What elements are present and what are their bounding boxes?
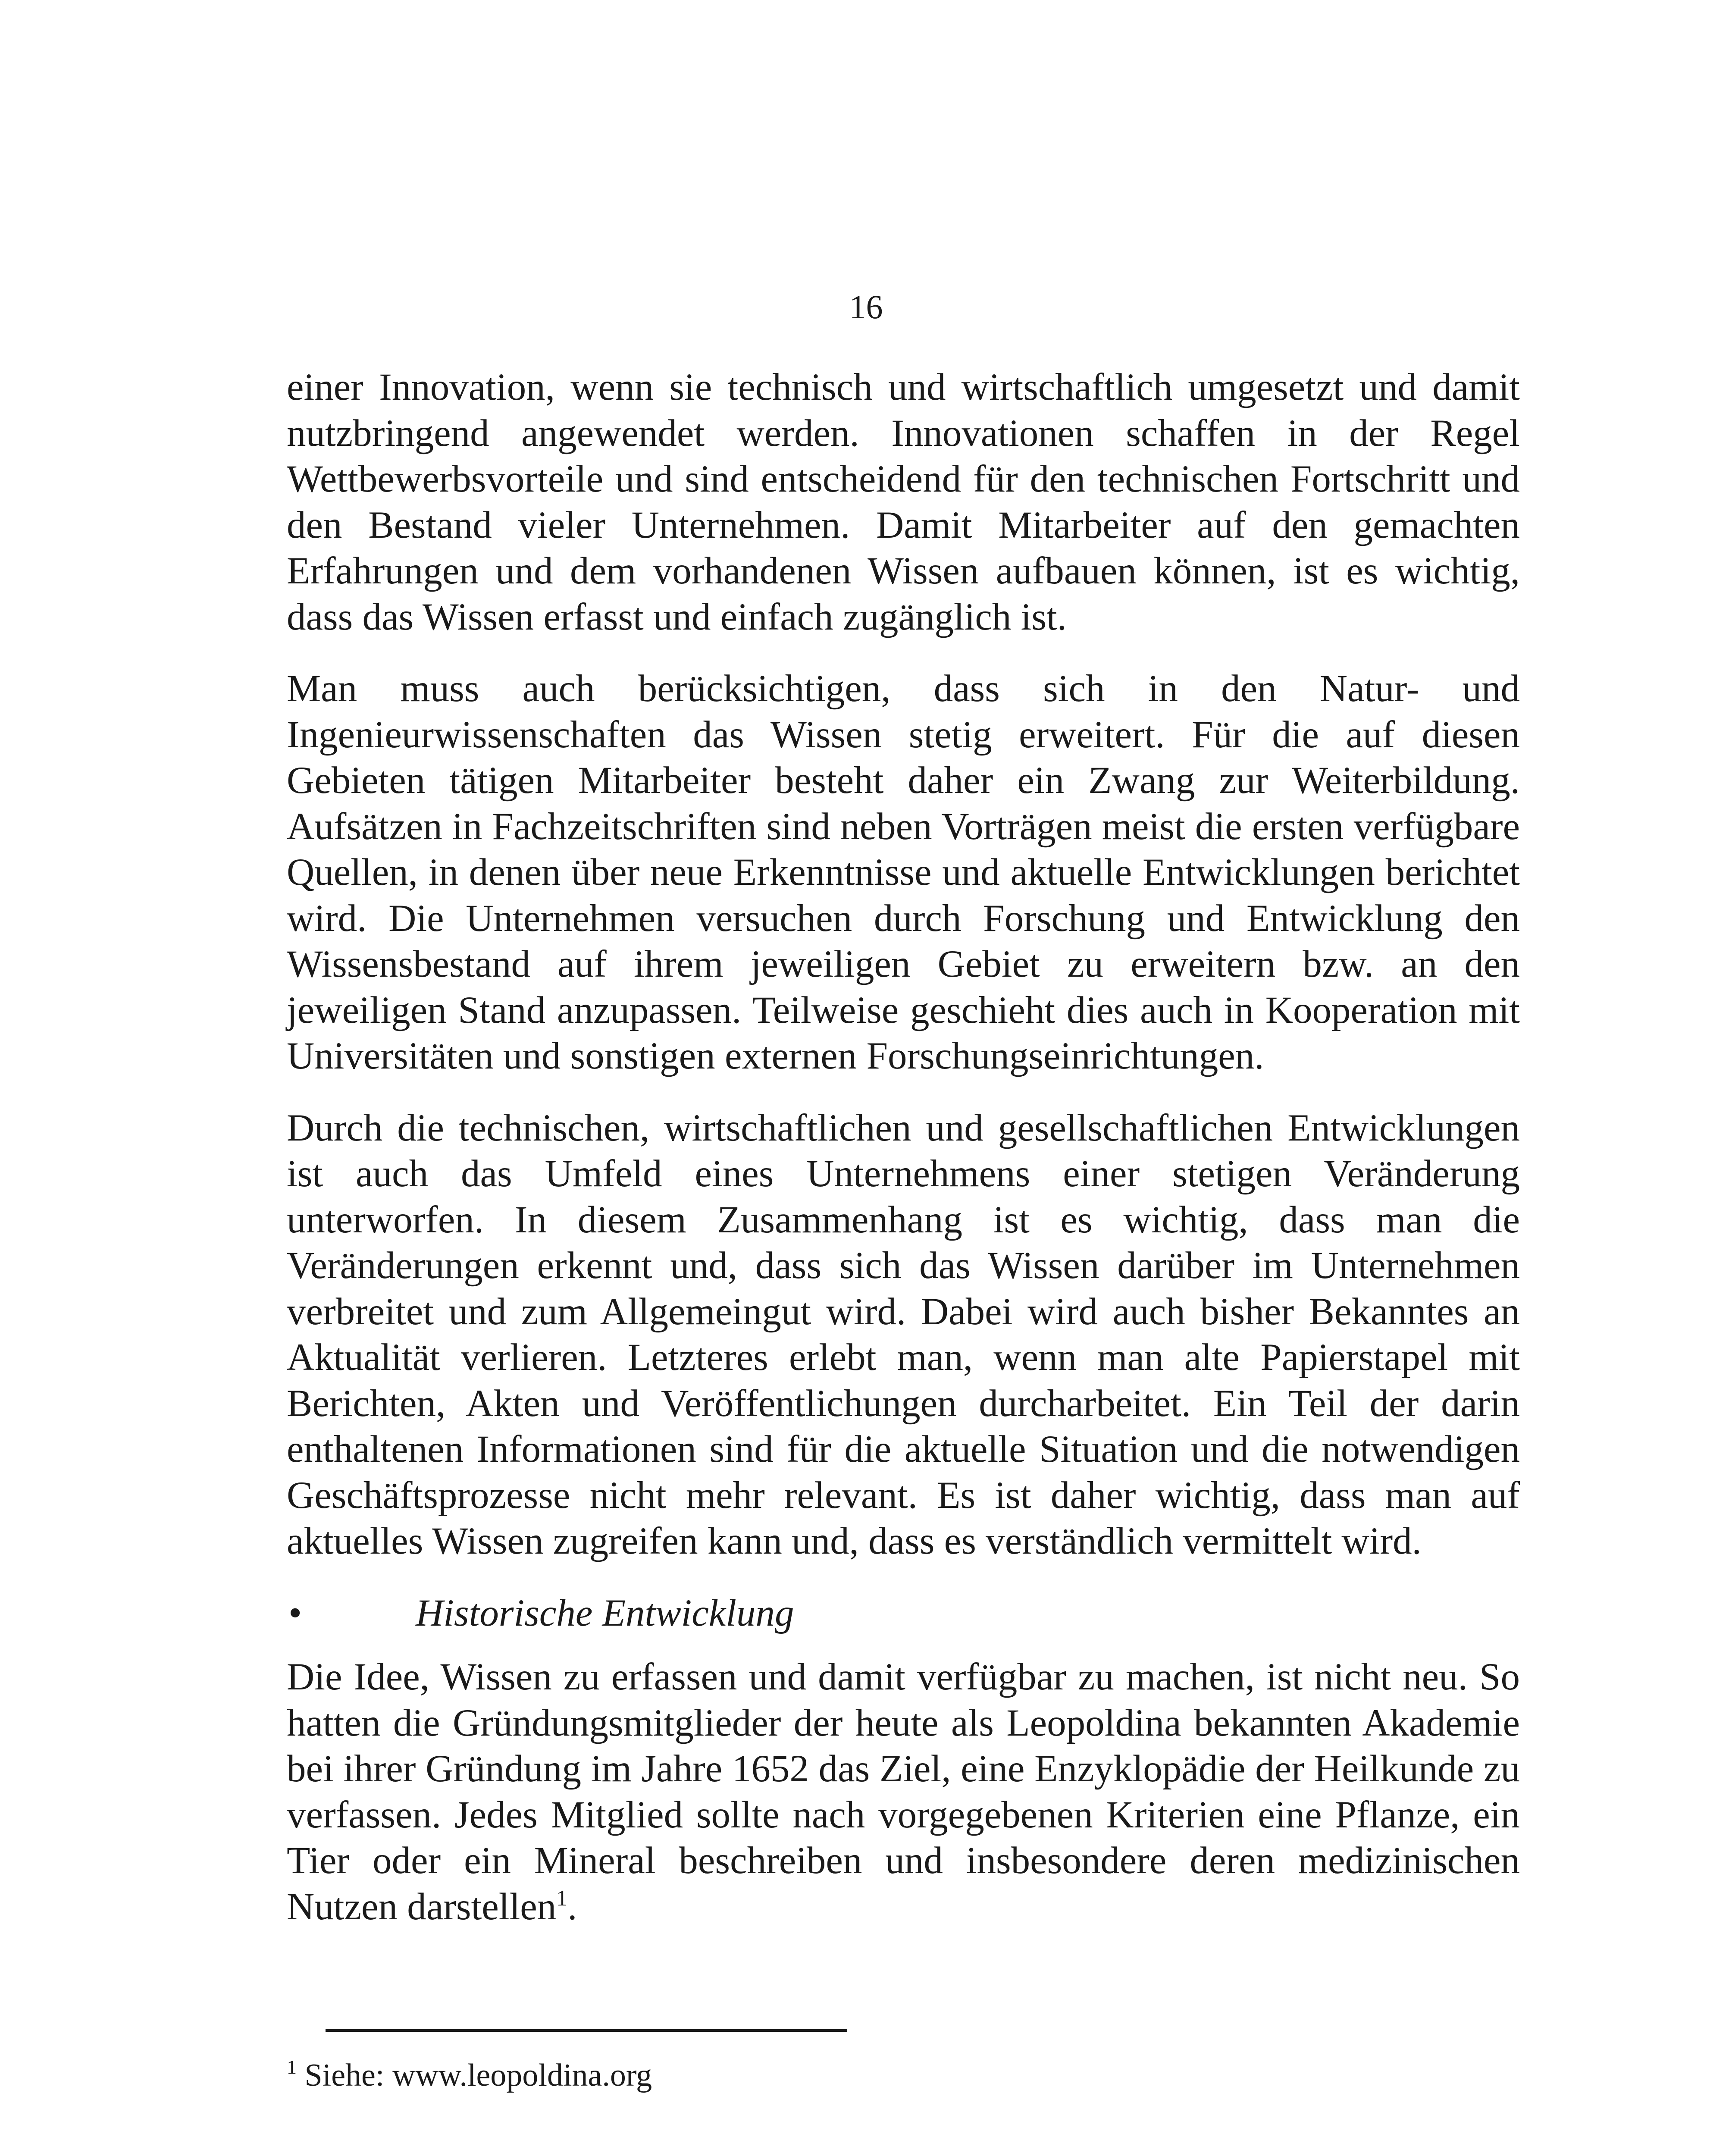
page-number: 16 — [849, 288, 883, 326]
paragraph-leopoldina-text: Die Idee, Wissen zu erfassen und damit verfügbar zu machen, ist nicht neu. So hatten die Gründungsmitglieder der heute als Leopoldina bekannten Akademie bei ihrer Gründung im Jahre 1652 das Ziel, eine Enzyklopädie der Heilkunde zu verfassen. Jedes Mitglied sollte nach vorgegebenen Kriterien eine Pflanze, ein Tier oder ein Mineral beschreiben und insbesondere deren medizinischen Nutzen darstellen — [287, 1656, 1520, 1928]
paragraph-end: . — [567, 1885, 577, 1928]
body-text — [287, 364, 1520, 1955]
paragraph-umfeld: Durch die technischen, wirtschaftlichen und gesellschaftlichen Entwicklungen ist auch das Umfeld eines Unternehmens einer stetigen Veränderung unterworfen. In diesem Zusammenhang ist es wichtig, dass man die Veränderungen erkennt und, dass sich das Wissen darüber im Unternehmen verbreitet und zum Allgemeingut wird. Dabei wird auch bisher Bekanntes an Aktualität verlieren. Letzteres erlebt man, wenn man alte Papierstapel mit Berichten, Akten und Veröffentlichungen durcharbeitet. Ein Teil der darin enthaltenen Informationen sind für die aktuelle Situation und die notwendigen Geschäftsprozesse nicht mehr relevant. Es ist daher wichtig, dass man auf aktuelles Wissen zugreifen kann und, dass es verständlich vermittelt wird. — [287, 1106, 1520, 1562]
footnote-text: Siehe: www.leopoldina.org — [297, 2058, 652, 2093]
paragraph-weiterbildung: Man muss auch berücksichtigen, dass sich in den Natur- und Ingenieurwissenschaften das Wissen stetig erweitert. Für die auf diesen Gebieten tätigen Mitarbeiter besteht daher ein Zwang zur Weiterbildung. Aufsätzen in Fachzeitschriften sind neben Vorträgen meist die ersten verfügbare Quellen, in denen über neue Erkenntnisse und aktuelle Entwicklungen berichtet wird. Die Unternehmen versuchen durch Forschung und Entwicklung den Wissensbestand auf ihrem jeweiligen Gebiet zu erweitern bzw. an den jeweiligen Stand anzupassen. Teilweise geschieht dies auch in Kooperation mit Universitäten und sonstigen externen Forschungseinrichtungen. — [287, 667, 1520, 1077]
section-heading: Historische Entwicklung — [416, 1592, 794, 1634]
bullet-heading-historische-entwicklung — [287, 1590, 1520, 1636]
paragraph-leopoldina — [287, 1654, 1520, 1930]
footnote-reference: 1 — [556, 1886, 568, 1911]
paragraph-innovation: einer Innovation, wenn sie technisch und wirtschaftlich umgesetzt und damit nutzbringend angewendet werden. Innovationen schaffen in der Regel Wettbewerbsvorteile und sind entscheidend für den technischen Fortschritt und den Bestand vieler Unternehmen. Damit Mitarbeiter auf den gemachten Erfahrungen und dem vorhandenen Wissen aufbauen können, ist es wichtig, dass das Wissen erfasst und einfach zugänglich ist. — [287, 366, 1520, 638]
footnote — [287, 2056, 1520, 2095]
bullet-icon: • — [288, 1592, 302, 1634]
footnote-separator — [326, 2029, 847, 2032]
footnote-marker: 1 — [287, 2056, 297, 2078]
